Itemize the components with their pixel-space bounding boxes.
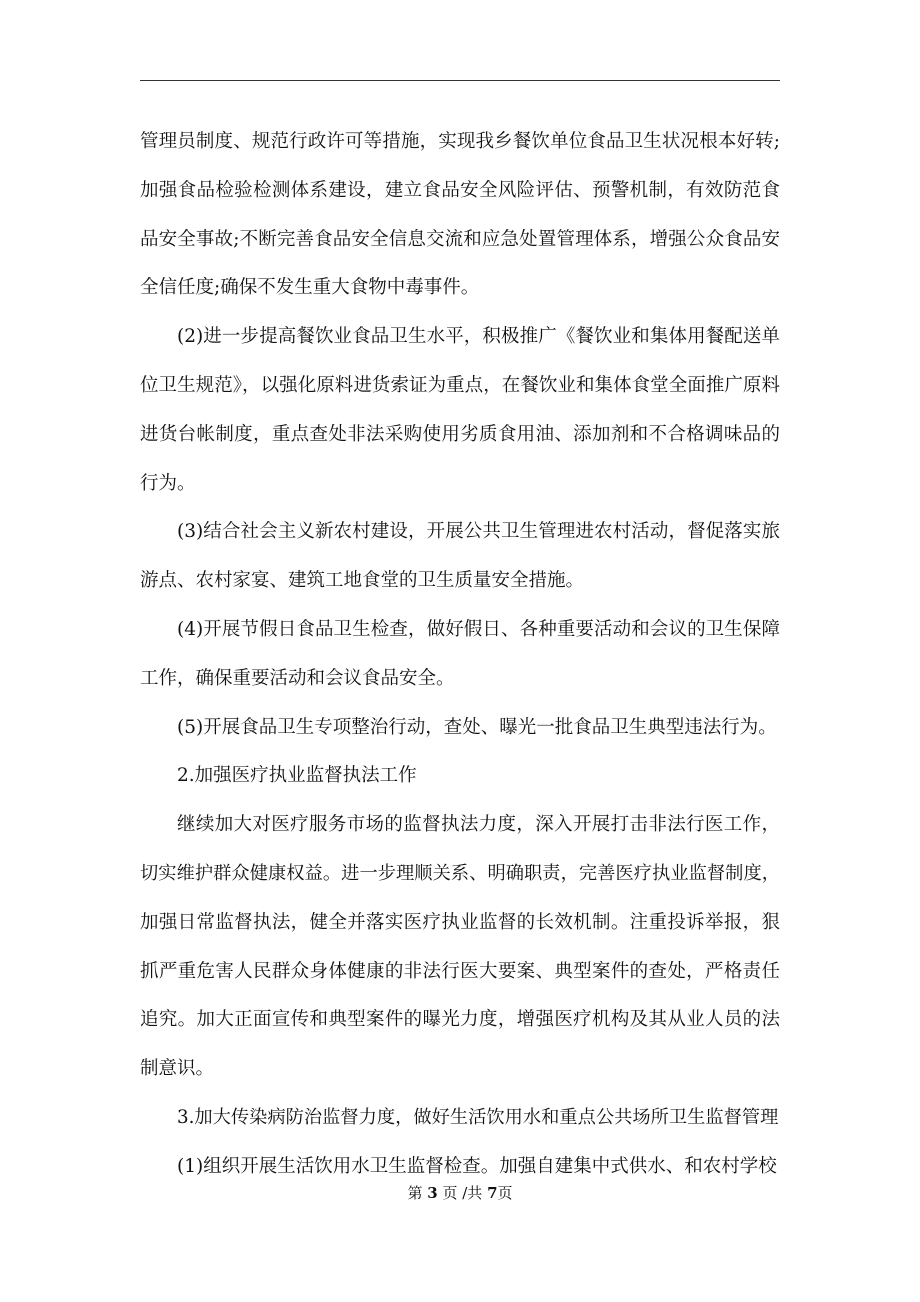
- text-line: 行为。: [140, 472, 196, 494]
- text-line: (1)组织开展生活饮用水卫生监督检查。加强自建集中式供水、和农村学校: [177, 1155, 777, 1177]
- text-line: 加强食品检验检测体系建设，建立食品安全风险评估、预警机制，有效防范食: [140, 179, 780, 201]
- text-line: 游点、农村家宴、建筑工地食堂的卫生质量安全措施。: [140, 570, 585, 592]
- text-line: 切实维护群众健康权益。进一步理顺关系、明确职责，完善医疗执业监督制度，: [140, 862, 780, 884]
- header-rule: [140, 80, 780, 81]
- text-line: 追究。加大正面宣传和典型案件的曝光力度，增强医疗机构及其从业人员的法: [140, 1009, 780, 1031]
- current-page-number: 3: [427, 1184, 438, 1202]
- text-line: 进货台帐制度，重点查处非法采购使用劣质食用油、添加剂和不合格调味品的: [140, 423, 780, 445]
- text-line: 位卫生规范》，以强化原料进货索证为重点，在餐饮业和集体食堂全面推广原料: [140, 374, 780, 396]
- paragraph: [140, 508, 780, 606]
- paragraph: [140, 313, 780, 508]
- text-line: 全信任度;确保不发生重大食物中毒事件。: [140, 277, 480, 299]
- text-line: 继续加大对医疗服务市场的监督执法力度，深入开展打击非法行医工作，: [177, 814, 780, 836]
- text-line: (4)开展节假日食品卫生检查，做好假日、各种重要活动和会议的卫生保障: [177, 618, 780, 640]
- text-line: (5)开展食品卫生专项整治行动，查处、曝光一批食品卫生典型违法行为。: [177, 716, 777, 738]
- text-line: 工作，确保重要活动和会议食品安全。: [140, 667, 455, 689]
- paragraph: [140, 801, 780, 1094]
- text-line: 制意识。: [140, 1058, 215, 1080]
- paragraph: [140, 118, 780, 313]
- page-footer: [0, 1183, 920, 1203]
- footer-prefix: 第: [407, 1184, 423, 1202]
- paragraph: [140, 1094, 780, 1143]
- text-line: 品安全事故;不断完善食品安全信息交流和应急处置管理体系，增强公众食品安: [140, 228, 780, 250]
- text-line: 加强日常监督执法，健全并落实医疗执业监督的长效机制。注重投诉举报，狠: [140, 911, 780, 933]
- text-line: (2)进一步提高餐饮业食品卫生水平，积极推广《餐饮业和集体用餐配送单: [177, 326, 780, 348]
- footer-suffix: 页: [497, 1184, 513, 1202]
- text-line: (3)结合社会主义新农村建设，开展公共卫生管理进农村活动，督促落实旅: [177, 521, 780, 543]
- footer-middle: 页 /共: [442, 1184, 483, 1202]
- paragraph: [140, 704, 780, 753]
- paragraph: [140, 606, 780, 704]
- text-line: 管理员制度、规范行政许可等措施，实现我乡餐饮单位食品卫生状况根本好转;: [140, 131, 780, 152]
- text-line: 抓严重危害人民群众身体健康的非法行医大要案、典型案件的查处，严格责任: [140, 960, 780, 982]
- paragraph: [140, 752, 780, 801]
- total-page-count: 7: [487, 1184, 498, 1202]
- document-body: [140, 118, 780, 1192]
- text-line: 2.加强医疗执业监督执法工作: [177, 765, 417, 787]
- text-line: 3.加大传染病防治监督力度，做好生活饮用水和重点公共场所卫生监督管理: [177, 1106, 779, 1128]
